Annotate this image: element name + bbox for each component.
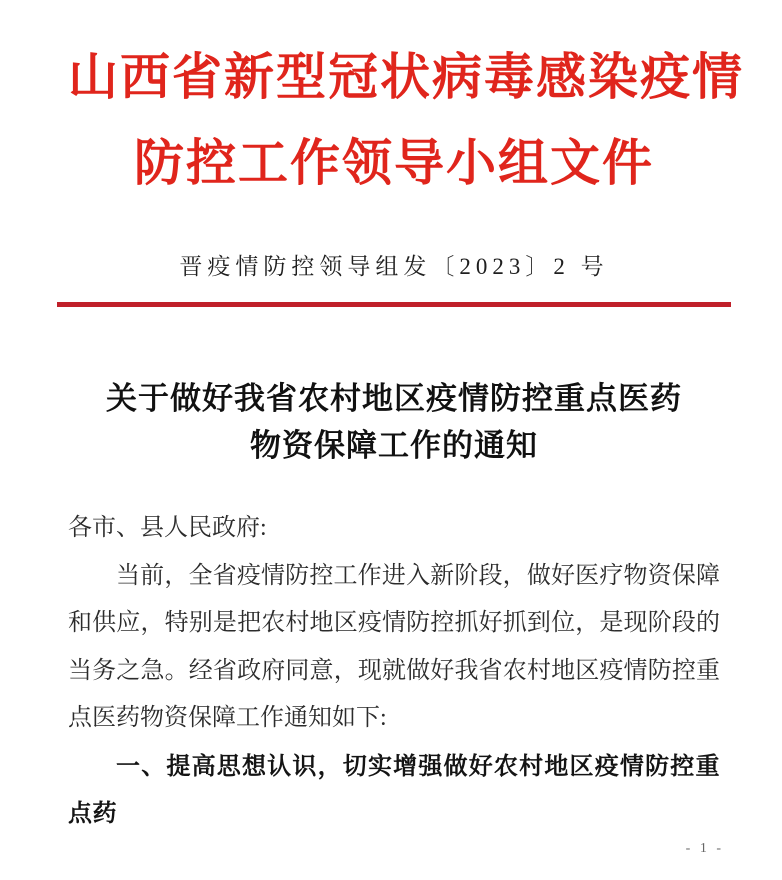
section-1-heading: 一、提高思想认识，切实增强做好农村地区疫情防控重点药 <box>68 752 720 827</box>
notice-title-line-1: 关于做好我省农村地区疫情防控重点医药 <box>106 381 682 416</box>
body-paragraph: 当前，全省疫情防控工作进入新阶段，做好医疗物资保障和供应，特别是把农村地区疫情防控抓好抓到位，是现阶段的当务之急。经省政府同意，现就做好我省农村地区疫情防控重点医药物资保障工作通知如下: <box>68 562 720 731</box>
document-body <box>68 505 720 838</box>
red-separator-line <box>57 302 731 307</box>
page-number: - 1 - <box>685 841 724 856</box>
notice-title <box>68 375 720 469</box>
salutation: 各市、县人民政府: <box>68 515 267 541</box>
letterhead <box>68 34 744 206</box>
document-number: 晋疫情防控领导组发〔2023〕2 号 <box>179 254 609 279</box>
notice-title-line-2: 物资保障工作的通知 <box>250 428 538 463</box>
letterhead-line-2: 防控工作领导小组文件 <box>134 135 654 191</box>
letterhead-line-1: 山西省新型冠状病毒感染疫情 <box>68 49 744 105</box>
